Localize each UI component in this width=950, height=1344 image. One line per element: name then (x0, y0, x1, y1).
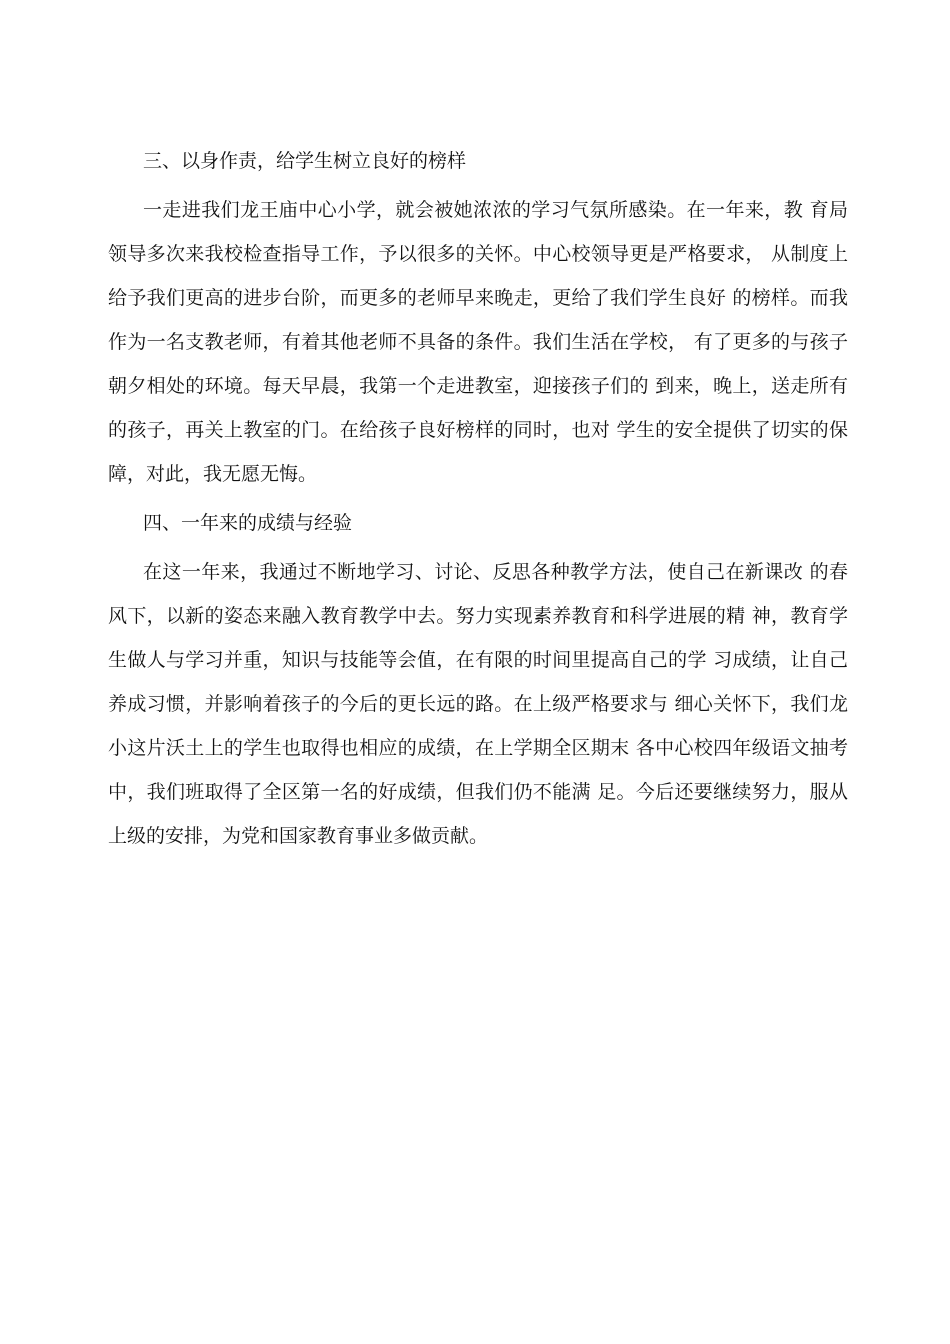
section-heading-4: 四、一年来的成绩与经验 (143, 512, 353, 534)
section-paragraph-4: 在这一年来，我通过不断地学习、讨论、反思各种教学方法，使自己在新课改 的春风下，以新的姿态来融入教育教学中去。努力实现素养教育和科学进展的精 神，教育学生做人与学习并重，知识与技能等会值，在有限的时间里提高自己的学 习成绩，让自己养成习惯，并影响着孩子的今后的更长远的路。在上级严格要求与 细心关怀下，我们龙小这片沃土上的学生也取得也相应的成绩，在上学期全区期末 各中心校四年级语文抽考中，我们班取得了全区第一名的好成绩，但我们仍不能满 足。今后还要继续努力，服从上级的安排，为党和国家教育事业多做贡献。 (108, 561, 848, 847)
document-body (108, 146, 848, 870)
section-paragraph-3: 一走进我们龙王庙中心小学，就会被她浓浓的学习气氛所感染。在一年来，教 育局领导多次来我校检查指导工作，予以很多的关怀。中心校领导更是严格要求， 从制度上给予我们更高的进步台阶，而更多的老师早来晚走，更给了我们学生良好 的榜样。而我作为一名支教老师，有着其他老师不具备的条件。我们生活在学校， 有了更多的与孩子朝夕相处的环境。每天早晨，我第一个走进教室，迎接孩子们的 到来，晚上，送走所有的孩子，再关上教室的门。在给孩子良好榜样的同时，也对 学生的安全提供了切实的保障，对此，我无愿无悔。 (108, 199, 848, 485)
section-heading-3: 三、以身作责，给学生树立良好的榜样 (143, 150, 467, 172)
